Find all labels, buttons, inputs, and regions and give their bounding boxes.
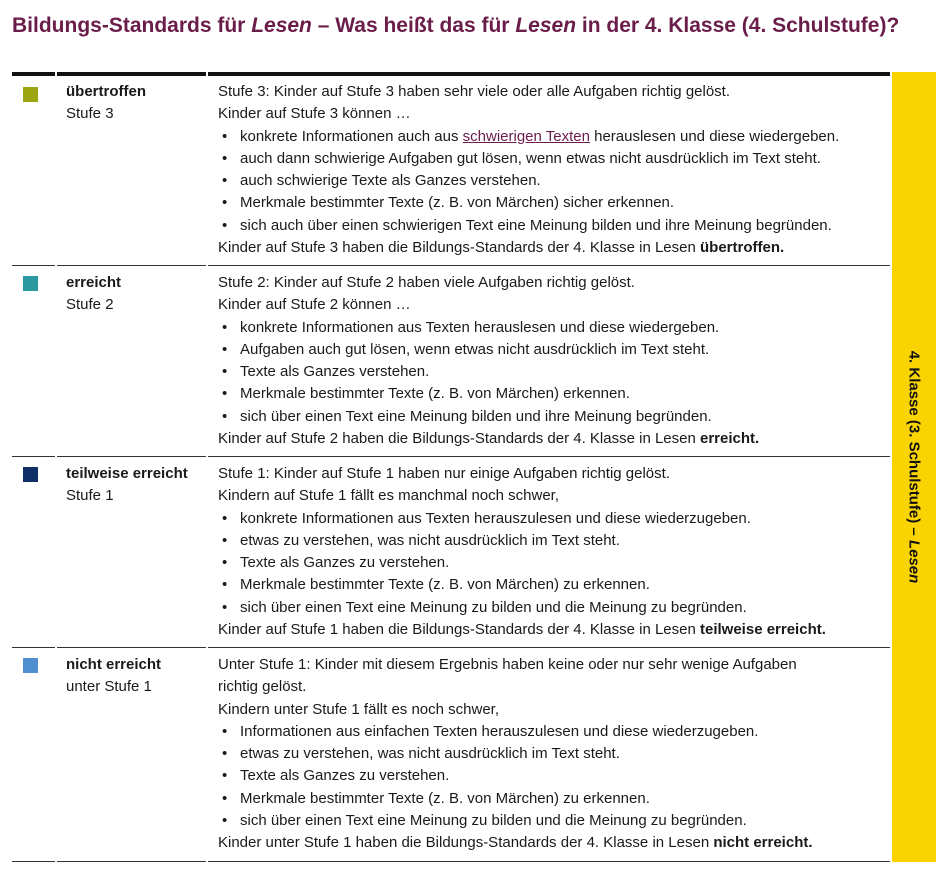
level-description [218,463,890,641]
list-item: • auch schwierige Texte als Ganzes verstehen. [218,170,890,192]
list-item: • auch dann schwierige Aufgaben gut lösen, wenn etwas nicht ausdrücklich im Text steht. [218,148,890,170]
list-item: • Texte als Ganzes verstehen. [218,361,890,383]
list-item: • sich über einen Text eine Meinung bilden und ihre Meinung begründen. [218,406,890,428]
column-divider [55,76,57,862]
list-item: • Texte als Ganzes zu verstehen. [218,765,890,787]
list-item: • Merkmale bestimmter Texte (z. B. von Märchen) zu erkennen. [218,574,890,596]
description-lead: Kinder auf Stufe 2 können … [218,296,411,314]
description-intro: Stufe 2: Kinder auf Stufe 2 haben viele Aufgaben richtig gelöst. [218,274,635,291]
table-row-stufe-3 [12,72,890,266]
level-name: erreicht [66,274,122,291]
competence-list [218,317,890,428]
level-stufe: Stufe 3 [66,105,114,122]
level-color-square [23,87,38,102]
schwierige-texte-link[interactable]: schwierigen Texten [462,127,590,145]
list-item: • sich über einen Text eine Meinung zu bilden und die Meinung zu begründen. [218,810,890,832]
page-title: Bildungs-Standards für Lesen – Was heißt das für Lesen in der 4. Klasse (4. Schulstufe)? [12,14,900,37]
level-description [218,81,890,259]
list-item: • konkrete Informationen aus Texten herauszulesen und diese wiederzugeben. [218,508,890,530]
competence-list [218,508,890,619]
side-band [892,72,936,862]
list-item: • etwas zu verstehen, was nicht ausdrücklich im Text steht. [218,743,890,765]
description-lead: Kinder auf Stufe 3 können … [218,105,411,123]
description-intro-cont: richtig gelöst. [218,678,307,696]
level-description [218,654,890,855]
list-item: • konkrete Informationen aus Texten herauslesen und diese wiedergeben. [218,317,890,339]
level-label [66,81,146,125]
column-divider [206,76,208,862]
title-italic-lesen: Lesen [515,14,577,37]
table-row-stufe-2 [12,266,890,457]
title-italic-lesen: Lesen [251,14,312,37]
list-item: • Aufgaben auch gut lösen, wenn etwas nicht ausdrücklich im Text steht. [218,339,890,361]
level-name: teilweise erreicht [66,465,188,482]
level-color-square [23,276,38,291]
list-item: • Texte als Ganzes zu verstehen. [218,552,890,574]
list-item: • Merkmale bestimmter Texte (z. B. von Märchen) zu erkennen. [218,788,890,810]
level-stufe: Stufe 1 [66,487,114,504]
table-row-unter-stufe-1 [12,648,890,862]
list-item: • sich auch über einen schwierigen Text eine Meinung bilden und ihre Meinung begründen. [218,215,890,237]
level-color-square [23,467,38,482]
description-summary: Kinder auf Stufe 2 haben die Bildungs-Standards der 4. Klasse in Lesen erreicht. [218,430,760,448]
list-item: • Informationen aus einfachen Texten herauszulesen und diese wiederzugeben. [218,721,890,743]
table-row-stufe-1 [12,457,890,648]
description-summary: Kinder unter Stufe 1 haben die Bildungs-Standards der 4. Klasse in Lesen nicht erreicht. [218,834,813,852]
level-name: übertroffen [66,83,146,100]
level-label [66,654,161,698]
list-item: • Merkmale bestimmter Texte (z. B. von Märchen) sicher erkennen. [218,192,890,214]
description-intro: Stufe 3: Kinder auf Stufe 3 haben sehr viele oder alle Aufgaben richtig gelöst. [218,83,731,100]
level-name: nicht erreicht [66,656,162,673]
level-label [66,272,121,316]
level-description [218,272,890,450]
list-item: • Merkmale bestimmter Texte (z. B. von Märchen) erkennen. [218,383,890,405]
description-lead: Kindern auf Stufe 1 fällt es manchmal noch schwer, [218,487,560,505]
level-stufe: unter Stufe 1 [66,678,152,695]
competence-list [218,721,890,832]
description-lead: Kindern unter Stufe 1 fällt es noch schwer, [218,700,499,718]
level-stufe: Stufe 2 [66,296,114,313]
side-band-label: 4. Klasse (3. Schulstufe) – Lesen [905,350,923,584]
list-item: • etwas zu verstehen, was nicht ausdrücklich im Text steht. [218,530,890,552]
description-summary: Kinder auf Stufe 3 haben die Bildungs-Standards der 4. Klasse in Lesen übertroffen. [218,239,785,257]
description-intro: Unter Stufe 1: Kinder mit diesem Ergebnis haben keine oder nur sehr wenige Aufgaben [218,656,797,673]
level-label [66,463,188,507]
description-intro: Stufe 1: Kinder auf Stufe 1 haben nur einige Aufgaben richtig gelöst. [218,465,670,482]
list-item: • sich über einen Text eine Meinung zu bilden und die Meinung zu begründen. [218,597,890,619]
description-summary: Kinder auf Stufe 1 haben die Bildungs-Standards der 4. Klasse in Lesen teilweise erreicht. [218,621,826,639]
level-color-square [23,658,38,673]
competence-list [218,126,890,237]
list-item: • konkrete Informationen auch aus schwierigen Texten herauslesen und diese wiedergeben. [218,126,890,148]
